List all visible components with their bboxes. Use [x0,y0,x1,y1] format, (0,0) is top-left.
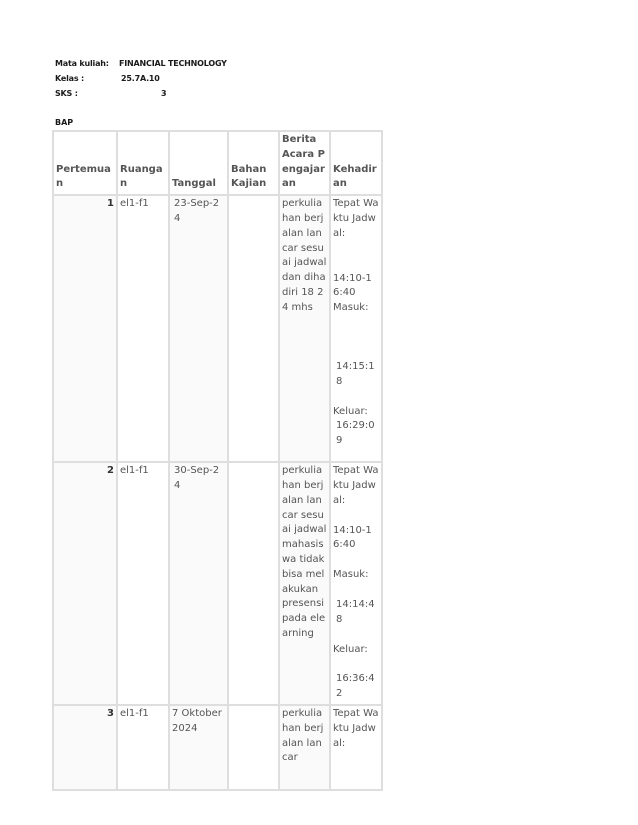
cell-ruangan: el1-f1 [117,462,169,705]
cell-tanggal: 23-Sep-24 [169,195,228,462]
kehadiran-jadwal-label: Tepat Waktu Jadwal: [333,198,379,239]
sks-line [55,89,167,98]
col-header-tanggal: Tanggal [169,131,228,195]
cell-pertemuan: 1 [53,195,117,462]
kehadiran-jadwal-value: 14:10-16:40 [333,524,372,551]
table-row [53,705,382,790]
cell-bahan-kajian [228,705,279,790]
kehadiran-masuk-value: 14:15:18 [336,360,375,387]
cell-kehadiran [330,195,382,462]
kelas-label: Kelas : [55,74,84,83]
section-title: BAP [55,118,74,127]
cell-tanggal: 30-Sep-24 [169,462,228,705]
col-header-bahan-kajian: Bahan Kajian [228,131,279,195]
kehadiran-keluar-value: 16:29:09 [336,420,375,447]
cell-berita-acara: perkuliahan berjalan lancar [279,705,330,790]
col-header-pertemuan: Pertemuan [53,131,117,195]
cell-kehadiran [330,705,382,790]
cell-berita-acara: perkuliahan berjalan lancar sesuai jadwal mahasiswa tidak bisa melakukan presensi pada elearning [279,462,330,705]
kehadiran-jadwal-value: 14:10-16:40 [333,272,372,299]
cell-ruangan: el1-f1 [117,705,169,790]
table-row [53,462,382,705]
kehadiran-keluar-value: 16:36:42 [336,673,375,700]
kehadiran-masuk-label: Masuk: [333,569,369,581]
kehadiran-jadwal-label: Tepat Waktu Jadwal: [333,707,379,749]
kelas-value: 25.7A.10 [121,74,160,83]
cell-bahan-kajian [228,462,279,705]
sks-label: SKS : [55,89,78,98]
kehadiran-jadwal-label: Tepat Waktu Jadwal: [333,465,379,506]
cell-ruangan: el1-f1 [117,195,169,462]
mata-kuliah-line [55,59,227,68]
cell-tanggal: 7 Oktober 2024 [169,705,228,790]
col-header-berita-acara: Berita Acara Pengajaran [279,131,330,195]
table-row [53,195,382,462]
cell-kehadiran [330,462,382,705]
kehadiran-masuk-value: 14:14:48 [336,598,375,625]
col-header-ruangan: Ruangan [117,131,169,195]
cell-pertemuan: 2 [53,462,117,705]
sks-value: 3 [161,89,167,98]
cell-bahan-kajian [228,195,279,462]
mata-kuliah-label: Mata kuliah: [55,59,109,68]
bap-table [52,130,383,791]
kehadiran-masuk-label: Masuk: [333,302,369,314]
kelas-line [55,74,160,83]
col-header-kehadiran: Kehadiran [330,131,382,195]
table-header-row [53,131,382,195]
cell-pertemuan: 3 [53,705,117,790]
kehadiran-keluar-label: Keluar: [333,643,368,655]
kehadiran-keluar-label: Keluar: [333,405,368,417]
mata-kuliah-value: FINANCIAL TECHNOLOGY [119,59,227,68]
cell-berita-acara: perkuliahan berjalan lancar sesuai jadwal dan dihadiri 18 24 mhs [279,195,330,462]
